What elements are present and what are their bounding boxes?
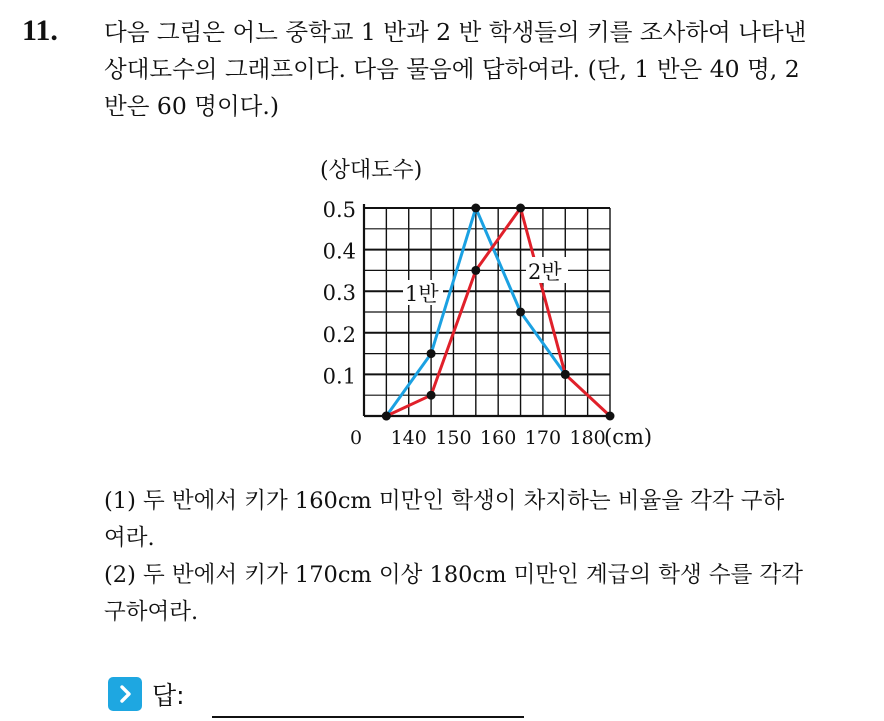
y-tick-label: 0.3 xyxy=(322,281,356,306)
origin-label: 0 xyxy=(350,427,363,449)
series-label-2: 2반 xyxy=(528,260,562,284)
question-line: 반은 60 명이다.) xyxy=(104,92,279,120)
x-tick-label: 170 xyxy=(524,427,562,449)
question-line: 다음 그림은 어느 중학교 1 반과 2 반 학생들의 키를 조사하여 나타낸 xyxy=(104,18,807,46)
data-point xyxy=(382,412,391,421)
x-tick-label: 140 xyxy=(390,427,427,449)
question-line: 상대도수의 그래프이다. 다음 물음에 답하여라. (단, 1 반은 40 명, 2 xyxy=(104,55,800,83)
y-tick-label: 0.1 xyxy=(322,364,356,389)
y-tick-label: 0.5 xyxy=(322,198,356,222)
y-tick-label: 0.4 xyxy=(322,239,356,264)
data-point xyxy=(516,308,525,317)
data-point xyxy=(606,412,615,421)
data-point xyxy=(427,391,436,400)
sub-questions xyxy=(104,483,864,631)
data-point xyxy=(471,266,480,275)
x-tick-label: 180 xyxy=(569,427,606,449)
data-point xyxy=(516,204,525,213)
answer-label: 답: xyxy=(152,681,185,710)
sub-question-line: (1) 두 반에서 키가 160cm 미만인 학생이 차지하는 비율을 각각 구하 xyxy=(104,488,785,514)
series-label-1: 1반 xyxy=(405,282,439,306)
data-point xyxy=(427,349,436,358)
chevron-right-icon xyxy=(108,677,142,711)
sub-question-line: 구하여라. xyxy=(104,599,199,625)
answer-row xyxy=(108,676,185,712)
sub-question-line: 여라. xyxy=(104,525,155,551)
x-tick-label: 160 xyxy=(480,427,517,449)
x-axis-label: (cm) xyxy=(604,425,653,449)
answer-blank-line[interactable] xyxy=(212,716,524,718)
x-tick-label: 150 xyxy=(435,427,472,449)
y-tick-label: 0.2 xyxy=(322,322,356,347)
y-axis-label: (상대도수) xyxy=(320,158,423,183)
data-point xyxy=(471,204,480,213)
data-point xyxy=(561,370,570,379)
sub-question-line: (2) 두 반에서 키가 170cm 이상 180cm 미만인 계급의 학생 수를 각각 xyxy=(104,562,804,588)
question-number: 11. xyxy=(22,14,58,47)
